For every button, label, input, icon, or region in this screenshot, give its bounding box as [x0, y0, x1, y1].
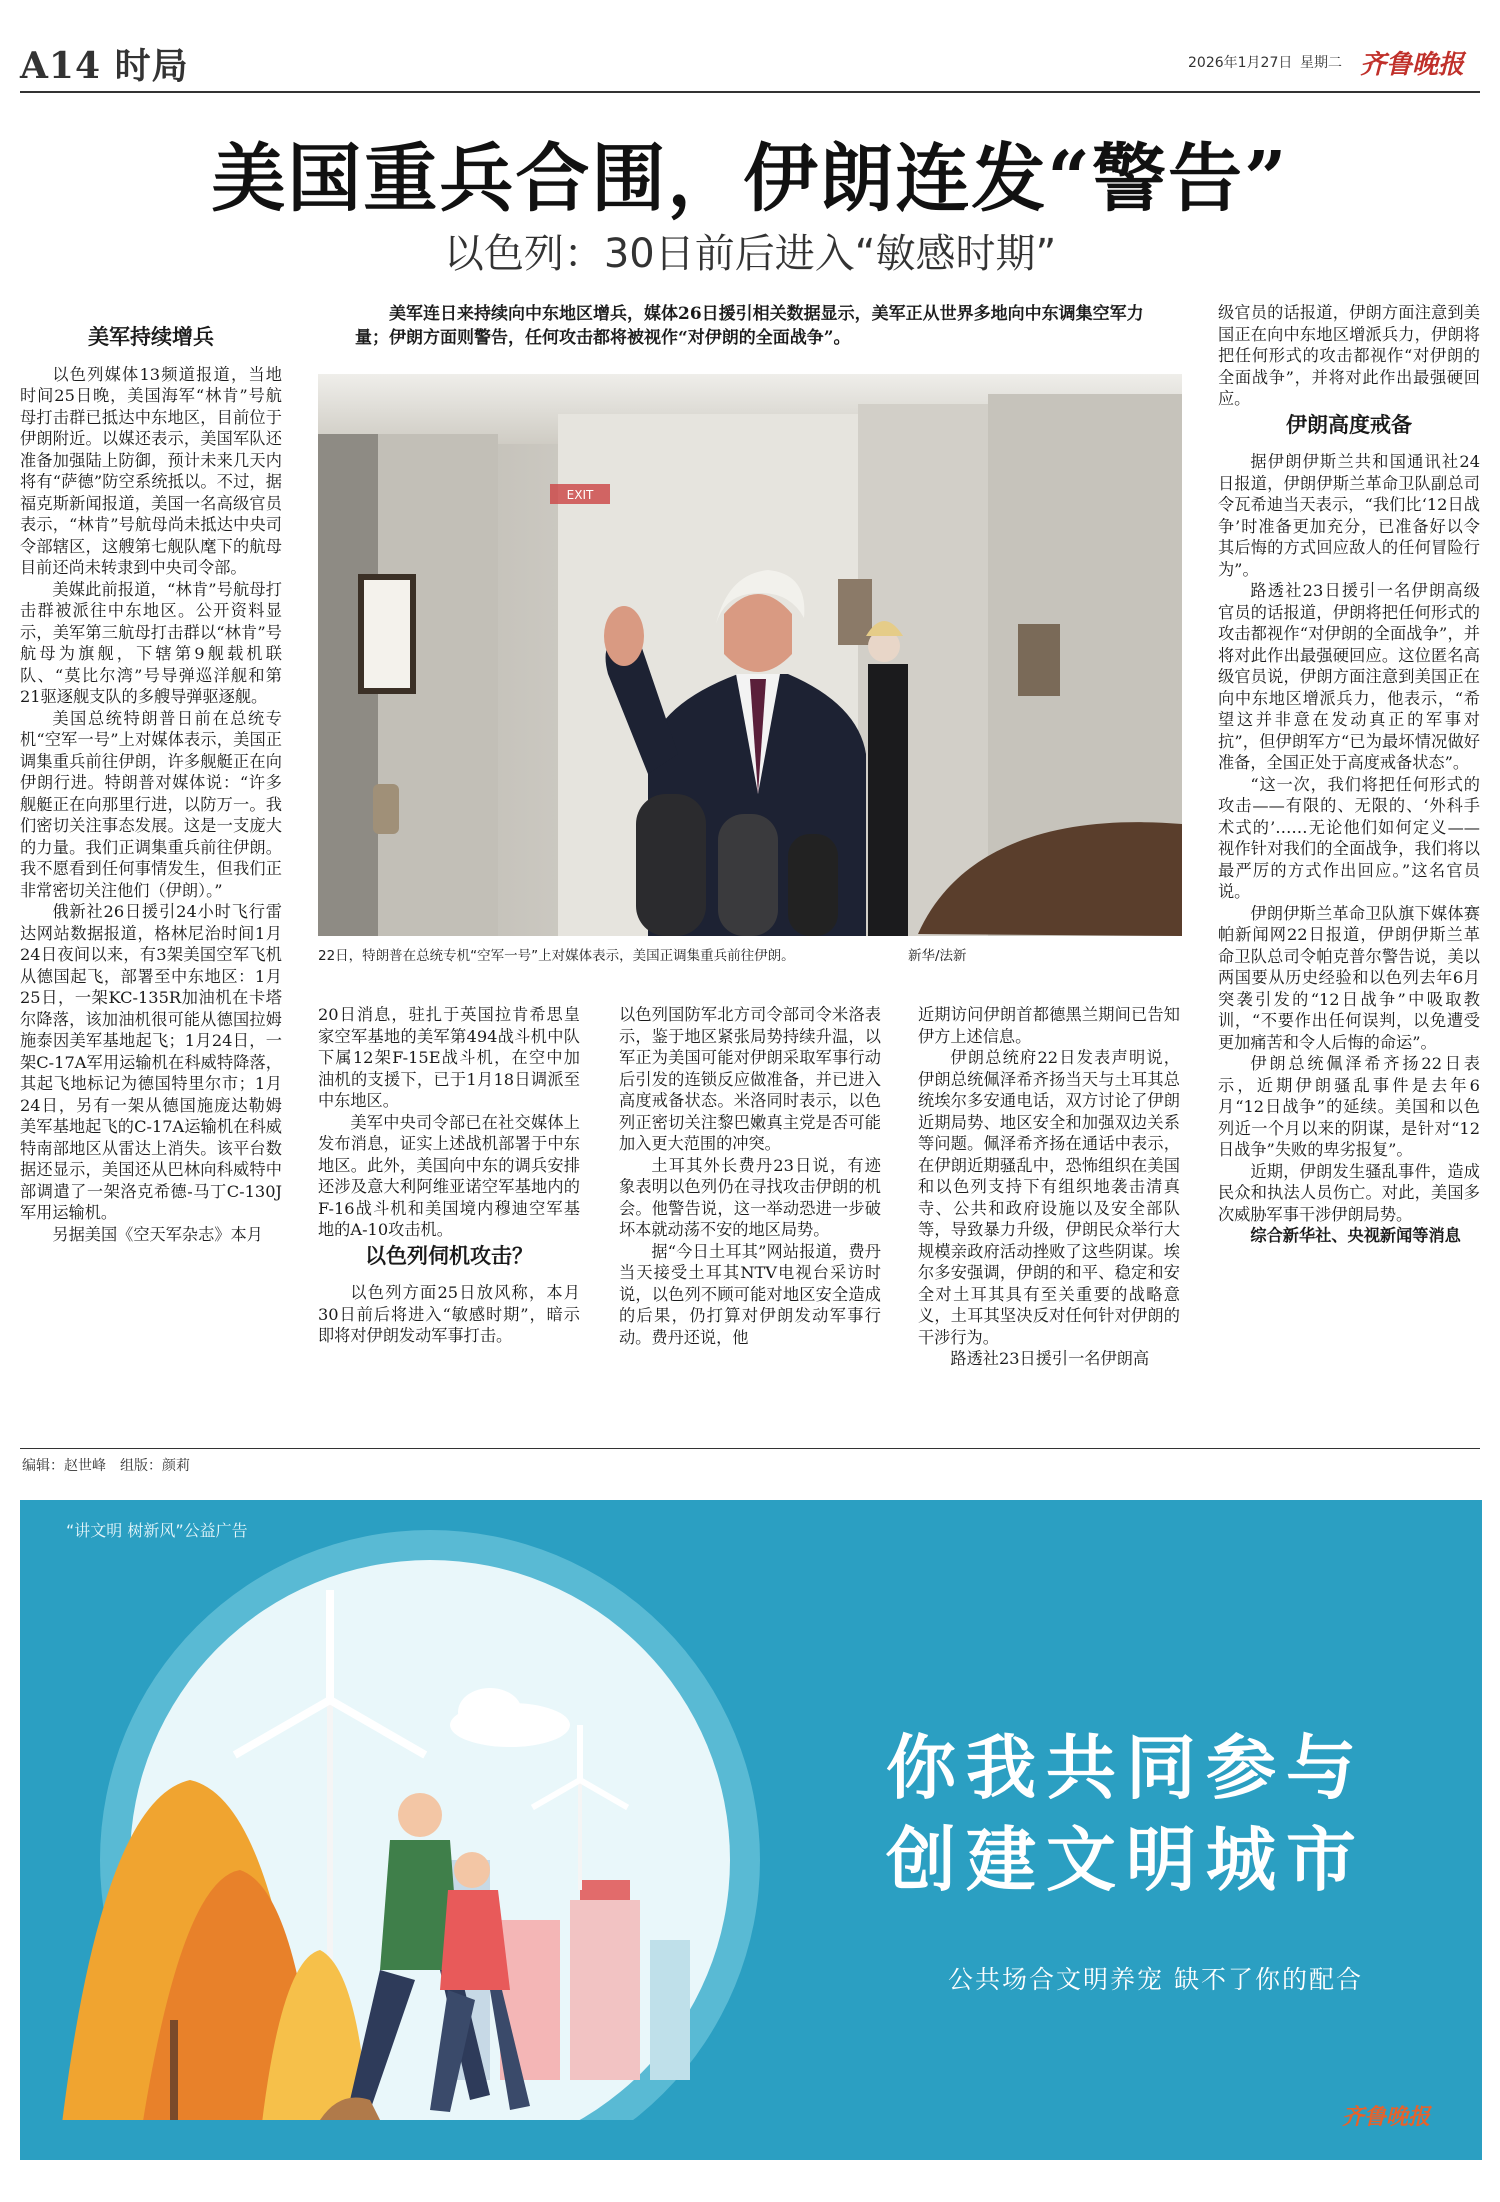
- paragraph: 美媒此前报道，“林肯”号航母打击群被派往中东地区。公开资料显示，美军第三航母打击群以“林肯”号航母为旗舰，下辖第9舰载机联队、“莫比尔湾”号导弹巡洋舰和第21驱逐舰支队的多艘导弹驱逐舰。: [20, 579, 282, 706]
- section-heading: 以色列伺机攻击？: [365, 1242, 533, 1268]
- paragraph: 据“今日土耳其”网站报道，费丹当天接受土耳其NTV电视台采访时说，以色列不顾可能对地区安全造成的后果，仍打算对伊朗发动军事行动。费丹还说，他: [619, 1241, 881, 1347]
- article-column-3: [619, 1004, 881, 1348]
- page-number: A14 时局: [20, 45, 189, 87]
- photo-caption: [318, 944, 1182, 964]
- ad-title-line-2: 创建文明城市: [886, 1819, 1366, 1901]
- ad-subtitle: 公共场合文明养宠 缺不了你的配合: [948, 1965, 1363, 1994]
- paragraph: 伊朗伊斯兰革命卫队旗下媒体赛帕新闻网22日报道，伊朗伊斯兰革命卫队总司令帕克普尔警告说，美以两国要从历史经验和以色列去年6月突袭引发的“12日战争”中吸取教训，“不要作出任何误判，以免遭受更加痛苦和令人后悔的命运”。: [1218, 903, 1480, 1052]
- paragraph: 据伊朗伊斯兰共和国通讯社24日报道，伊朗伊斯兰革命卫队副总司令瓦希迪当天表示，“我们比‘12日战争’时准备更加充分，已准备好以令其后悔的方式回应敌人的任何冒险行为”。: [1218, 452, 1480, 579]
- public-service-ad: [20, 1500, 1482, 2160]
- headline: 美国重兵合围，伊朗连发“警告”: [211, 136, 1289, 222]
- paragraph: 近期，伊朗发生骚乱事件，造成民众和执法人员伤亡。对此，美国多次威胁军事干涉伊朗局势。: [1218, 1161, 1480, 1224]
- paragraph: 近期访问伊朗首都德黑兰期间已告知伊方上述信息。: [918, 1005, 1180, 1046]
- paragraph: 土耳其外长费丹23日说，有迹象表明以色列仍在寻找攻击伊朗的机会。他警告说，这一举动恐进一步破坏本就动荡不安的地区局势。: [619, 1155, 881, 1239]
- issue-date: 2026年1月27日: [1188, 55, 1293, 71]
- photo-illustration: [318, 374, 1182, 936]
- paragraph: 路透社23日援引一名伊朗高级官员的话报道，伊朗将把任何形式的攻击都视作“对伊朗的全面战争”，并将对此作出最强硬回应。这位匿名高级官员说，伊朗方面注意到美国正在向中东地区增派兵力，他表示，“希望这并非意在发动真正的军事对抗”，但伊朗军方“已为最坏情况做好准备，全国正处于高度戒备状态”。: [1218, 581, 1480, 772]
- paragraph: 伊朗总统佩泽希齐扬22日表示，近期伊朗骚乱事件是去年6月“12日战争”的延续。美国和以色列近一个月以来的阴谋，是针对“12日战争”失败的卑劣报复”。: [1218, 1054, 1480, 1159]
- paragraph: 以色列国防军北方司令部司令米洛表示，鉴于地区紧张局势持续升温，以军正为美国可能对伊朗采取军事行动后引发的连锁反应做准备，并已进入高度戒备状态。米洛同时表示，以色列正密切关注黎巴嫩真主党是否可能加入更大范围的冲突。: [619, 1005, 881, 1153]
- ad-logo: 齐鲁晚报: [1342, 2104, 1431, 2130]
- paragraph: 以色列方面25日放风称，本月30日前后将进入“敏感时期”，暗示即将对伊朗发动军事打击。: [318, 1283, 580, 1345]
- masthead-logo: 齐鲁晚报: [1360, 50, 1465, 80]
- photo-credit: 新华/法新: [908, 948, 967, 964]
- paragraph: 另据美国《空天军杂志》本月: [52, 1224, 263, 1244]
- footer-rule: [20, 1448, 1480, 1449]
- issue-weekday: 星期二: [1300, 55, 1342, 71]
- header-rule: [20, 91, 1480, 93]
- article-lead: 美军连日来持续向中东地区增兵，媒体26日援引相关数据显示，美军正从世界多地向中东调集空军力量；伊朗方面则警告，任何攻击都将被视作“对伊朗的全面战争”。: [355, 304, 1144, 348]
- article-column-2: [318, 1004, 580, 1347]
- editor-credit: 编辑：赵世峰 组版：颜莉: [22, 1458, 190, 1474]
- city-illustration: [20, 1500, 840, 2160]
- article-column-4: [918, 1004, 1180, 1370]
- paragraph: 俄新社26日援引24小时飞行雷达网站数据报道，格林尼治时间1月24日夜间以来，有3架美国空军飞机从德国起飞，部署至中东地区：1月25日，一架KC-135R加油机在卡塔尔降落，该加油机很可能从德国拉姆施泰因美军基地起飞；1月24日，一架C-17A军用运输机在科威特降落，其起飞地标记为德国特里尔市；1月24日，另有一架从德国施庞达勒姆美军基地起飞的C-17A运输机在科威特南部地区从雷达上消失。该平台数据还显示，美国还从巴林向科威特中部调遣了一架洛克希德-马丁C-130J军用运输机。: [20, 902, 282, 1222]
- paragraph: 美军中央司令部已在社交媒体上发布消息，证实上述战机部署于中东地区。此外，美国向中东的调兵安排还涉及意大利阿维亚诺空军基地内的F-16战斗机和美国境内穆迪空军基地的A-10攻击机。: [318, 1112, 580, 1239]
- source-credit: 综合新华社、央视新闻等消息: [1250, 1226, 1461, 1245]
- ad-title: [886, 1722, 1366, 1906]
- paragraph: “这一次，我们将把任何形式的攻击——有限的、无限的、‘外科手术式的’……无论他们如何定义——视作针对我们的全面战争，我们将以最严厉的方式作出回应。”这名官员说。: [1218, 774, 1480, 901]
- caption-text: 22日，特朗普在总统专机“空军一号”上对媒体表示，美国正调集重兵前往伊朗。: [318, 948, 795, 964]
- news-photo: [318, 374, 1182, 936]
- article-column-5: [1218, 302, 1480, 1247]
- ad-title-line-1: 你我共同参与: [886, 1727, 1366, 1809]
- paragraph: 路透社23日援引一名伊朗高: [950, 1349, 1150, 1368]
- paragraph: 伊朗总统府22日发表声明说，伊朗总统佩泽希齐扬当天与土耳其总统埃尔多安通电话，双方讨论了伊朗近期局势、地区安全和加强双边关系等问题。佩泽希齐扬在通话中表示，在伊朗近期骚乱中，恐怖组织在美国和以色列支持下有组织地袭击清真寺、公共和政府设施以及安全部队等，导致暴力升级，伊朗民众举行大规模亲政府活动挫败了这些阴谋。埃尔多安强调，伊朗的和平、稳定和安全对土耳其具有至关重要的战略意义，土耳其坚决反对任何针对伊朗的干涉行为。: [918, 1048, 1180, 1347]
- paragraph: 美国总统特朗普日前在总统专机“空军一号”上对媒体表示，美国正调集重兵前往伊朗，许多舰艇正在向伊朗行进。特朗普对媒体说：“许多舰艇正在向那里行进，以防万一。我们密切关注事态发展。这是一支庞大的力量。我们正调集重兵前往伊朗。我不愿看到任何事情发生，但我们正非常密切关注他们（伊朗）。”: [20, 708, 282, 900]
- subheadline: 以色列：30日前后进入“敏感时期”: [443, 231, 1057, 277]
- section-heading: 伊朗高度戒备: [1286, 411, 1412, 437]
- article-column-1: [20, 322, 282, 1245]
- section-heading: 美军持续增兵: [88, 324, 214, 349]
- paragraph: 级官员的话报道，伊朗方面注意到美国正在向中东地区增派兵力，伊朗将把任何形式的攻击都视作“对伊朗的全面战争”，并将对此作出最强硬回应。: [1218, 303, 1480, 408]
- paragraph: 以色列媒体13频道报道，当地时间25日晚，美国海军“林肯”号航母打击群已抵达中东地区，目前位于伊朗附近。以媒还表示，美国军队还准备加强陆上防御，预计未来几天内将有“萨德”防空系统抵以。不过，据福克斯新闻报道，美国一名高级官员表示，“林肯”号航母尚未抵达中央司令部辖区，这艘第七舰队麾下的航母目前还尚未转隶到中央司令部。: [20, 364, 282, 577]
- ad-tag: “讲文明 树新风”公益广告: [66, 1521, 248, 1540]
- paragraph: 20日消息，驻扎于英国拉肯希思皇家空军基地的美军第494战斗机中队下属12架F-15E战斗机，在空中加油机的支援下，已于1月18日调派至中东地区。: [318, 1005, 580, 1110]
- exit-sign: EXIT: [566, 488, 594, 502]
